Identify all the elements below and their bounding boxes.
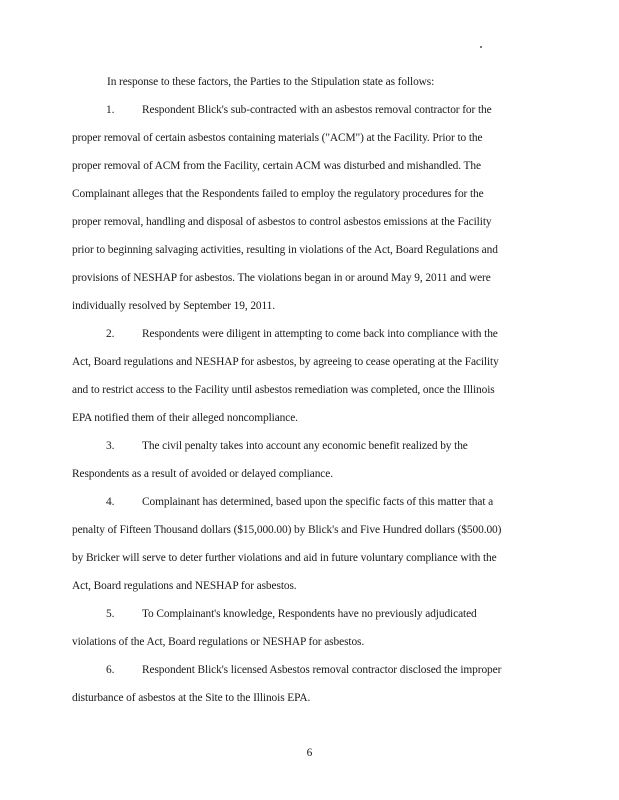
paragraph-number: 4. (106, 496, 115, 508)
paragraph-line: penalty of Fifteen Thousand dollars ($15,000.00) by Blick's and Five Hundred dollars ($500.00) (72, 524, 502, 536)
paragraph-line: provisions of NESHAP for asbestos. The violations began in or around May 9, 2011 and were (72, 272, 491, 284)
paragraph-number: 1. (106, 104, 115, 116)
paragraph-6 (72, 656, 562, 712)
intro-line: In response to these factors, the Parties to the Stipulation state as follows: (107, 76, 435, 88)
paragraph-4 (72, 488, 562, 600)
paragraph-line: Respondents as a result of avoided or delayed compliance. (72, 468, 333, 480)
paragraph-line: proper removal of certain asbestos containing materials ("ACM") at the Facility. Prior to the (72, 132, 483, 144)
paragraph-1 (72, 96, 562, 320)
paragraph-line: The civil penalty takes into account any economic benefit realized by the (142, 440, 468, 452)
paragraph-line: Complainant alleges that the Respondents failed to employ the regulatory procedures for the (72, 188, 484, 200)
paragraph-line: Respondents were diligent in attempting to come back into compliance with the (142, 328, 498, 340)
paragraph-number: 2. (106, 328, 115, 340)
paragraph-line: by Bricker will serve to deter further violations and aid in future voluntary compliance with the (72, 552, 497, 564)
paragraph-line: Respondent Blick's sub-contracted with an asbestos removal contractor for the (142, 104, 492, 116)
paragraph-number: 3. (106, 440, 115, 452)
paragraph-line: Act, Board regulations and NESHAP for asbestos, by agreeing to cease operating at the Facility (72, 356, 499, 368)
paragraph-number: 5. (106, 608, 115, 620)
document-body (72, 68, 562, 712)
paragraph-line: Act, Board regulations and NESHAP for asbestos. (72, 580, 297, 592)
paragraph-line: prior to beginning salvaging activities, resulting in violations of the Act, Board Regulations and (72, 244, 498, 256)
paragraph-3 (72, 432, 562, 488)
paragraph-line: proper removal, handling and disposal of asbestos to control asbestos emissions at the Facility (72, 216, 492, 228)
paragraph-line: EPA notified them of their alleged noncompliance. (72, 412, 298, 424)
page-number: 6 (306, 747, 313, 759)
paragraph-2 (72, 320, 562, 432)
paragraph-number: 6. (106, 664, 115, 676)
paragraph-line: and to restrict access to the Facility until asbestos remediation was completed, once the Illinois (72, 384, 495, 396)
paragraph-5 (72, 600, 562, 656)
paragraph-line: Complainant has determined, based upon the specific facts of this matter that a (142, 496, 494, 508)
paragraph-line: disturbance of asbestos at the Site to the Illinois EPA. (72, 692, 311, 704)
paragraph-line: individually resolved by September 19, 2011. (72, 300, 276, 312)
paragraph-line: violations of the Act, Board regulations or NESHAP for asbestos. (72, 636, 365, 648)
scan-speck (480, 46, 482, 48)
paragraph-line: Respondent Blick's licensed Asbestos removal contractor disclosed the improper (142, 664, 502, 676)
paragraph-line: To Complainant's knowledge, Respondents have no previously adjudicated (142, 608, 477, 620)
paragraph-line: proper removal of ACM from the Facility, certain ACM was disturbed and mishandled. The (72, 160, 481, 172)
